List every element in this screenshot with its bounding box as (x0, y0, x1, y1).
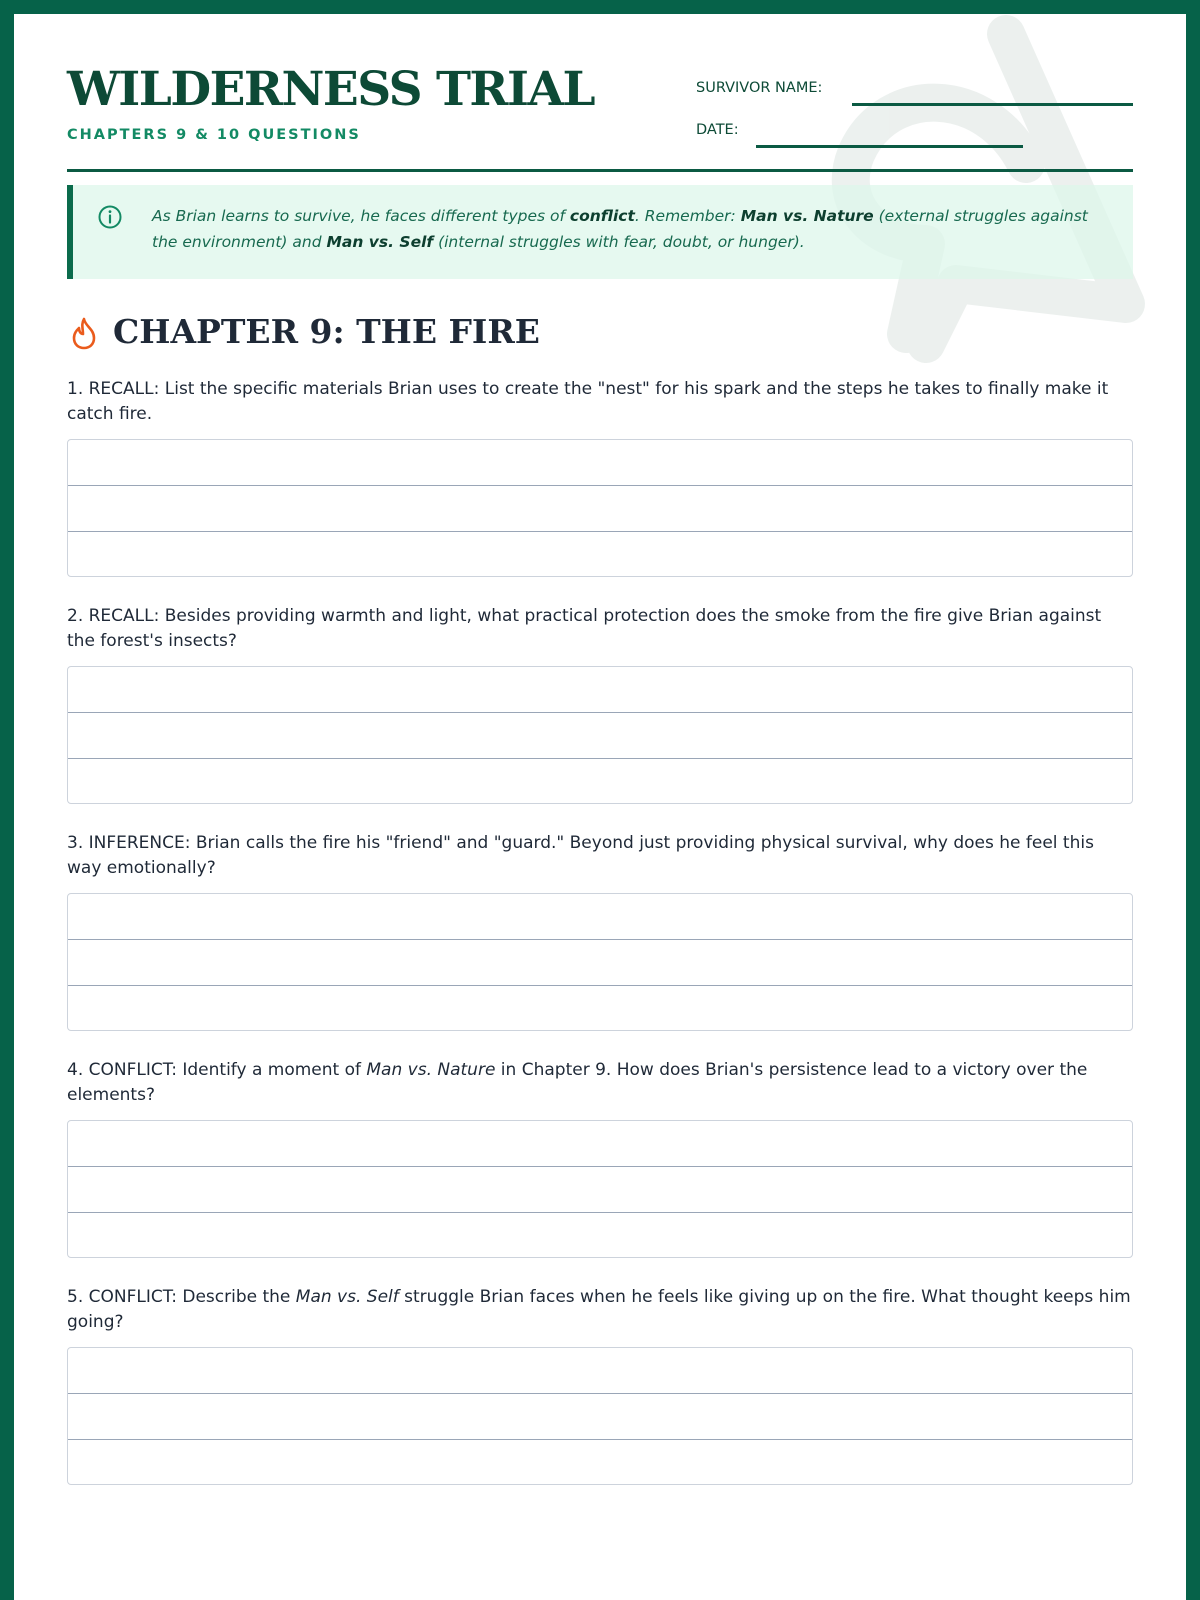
chapter-title: CHAPTER 9: THE FIRE (113, 312, 540, 351)
question-text (67, 831, 1133, 881)
answer-line[interactable] (68, 1394, 1132, 1440)
answer-line[interactable] (68, 759, 1132, 804)
worksheet-page (14, 14, 1186, 1600)
question-emphasis: Man vs. Self (295, 1287, 399, 1307)
page-title: WILDERNESS TRIAL (67, 62, 594, 117)
answer-line[interactable] (68, 940, 1132, 986)
info-circle-icon (97, 204, 123, 230)
info-emphasis: Man vs. Nature (740, 207, 874, 225)
info-text-fragment: (external struggles against the environment) and (152, 207, 1088, 251)
page-subtitle: CHAPTERS 9 & 10 QUESTIONS (67, 127, 361, 143)
answer-line[interactable] (68, 532, 1132, 577)
info-text-fragment: As Brian learns to survive, he faces different types of (152, 207, 570, 225)
question-4 (67, 1058, 1133, 1258)
question-text (67, 1285, 1133, 1335)
question-2 (67, 604, 1133, 804)
chapter-heading (67, 308, 867, 358)
question-text-fragment: 5. CONFLICT: Describe the (67, 1287, 296, 1307)
date-field[interactable] (756, 145, 1023, 148)
date-label: DATE: (696, 122, 739, 138)
question-emphasis: Man vs. Nature (366, 1060, 496, 1080)
answer-line[interactable] (68, 1167, 1132, 1213)
question-text (67, 377, 1133, 427)
question-text-fragment: 2. RECALL: Besides providing warmth and light, what practical protection does the smoke from the fire give Brian against the forest's insects? (67, 606, 1102, 651)
question-text-fragment: 1. RECALL: List the specific materials Brian uses to create the "nest" for his spark and the steps he takes to finally make it catch fire. (67, 379, 1109, 424)
question-3 (67, 831, 1133, 1031)
answer-line[interactable] (68, 1440, 1132, 1485)
question-text (67, 1058, 1133, 1108)
answer-line[interactable] (68, 986, 1132, 1031)
info-text-fragment: . Remember: (634, 207, 741, 225)
answer-line[interactable] (68, 440, 1132, 486)
flame-icon (69, 316, 99, 350)
answer-line[interactable] (68, 1213, 1132, 1258)
question-text-fragment: struggle Brian faces when he feels like giving up on the fire. What thought keeps him going? (67, 1287, 1131, 1332)
answer-box[interactable] (67, 1120, 1133, 1258)
info-emphasis: conflict (569, 207, 635, 225)
info-emphasis: Man vs. Self (326, 233, 434, 251)
answer-box[interactable] (67, 1347, 1133, 1485)
question-text-fragment: 4. CONFLICT: Identify a moment of (67, 1060, 367, 1080)
question-5 (67, 1285, 1133, 1485)
survivor-name-label: SURVIVOR NAME: (696, 80, 823, 96)
worksheet-header (67, 54, 1133, 172)
answer-box[interactable] (67, 893, 1133, 1031)
info-text-fragment: (internal struggles with fear, doubt, or hunger). (433, 233, 805, 251)
info-text (152, 203, 1102, 255)
question-text (67, 604, 1133, 654)
question-1 (67, 377, 1133, 577)
answer-line[interactable] (68, 713, 1132, 759)
answer-line[interactable] (68, 486, 1132, 532)
survivor-name-field[interactable] (852, 103, 1133, 106)
answer-line[interactable] (68, 667, 1132, 713)
answer-line[interactable] (68, 1348, 1132, 1394)
question-text-fragment: in Chapter 9. How does Brian's persistence lead to a victory over the elements? (67, 1060, 1088, 1105)
answer-line[interactable] (68, 894, 1132, 940)
question-text-fragment: 3. INFERENCE: Brian calls the fire his "friend" and "guard." Beyond just providing physical survival, why does he feel this way emotionally? (67, 833, 1094, 878)
answer-box[interactable] (67, 666, 1133, 804)
answer-box[interactable] (67, 439, 1133, 577)
answer-line[interactable] (68, 1121, 1132, 1167)
conflict-info-box (67, 185, 1133, 279)
